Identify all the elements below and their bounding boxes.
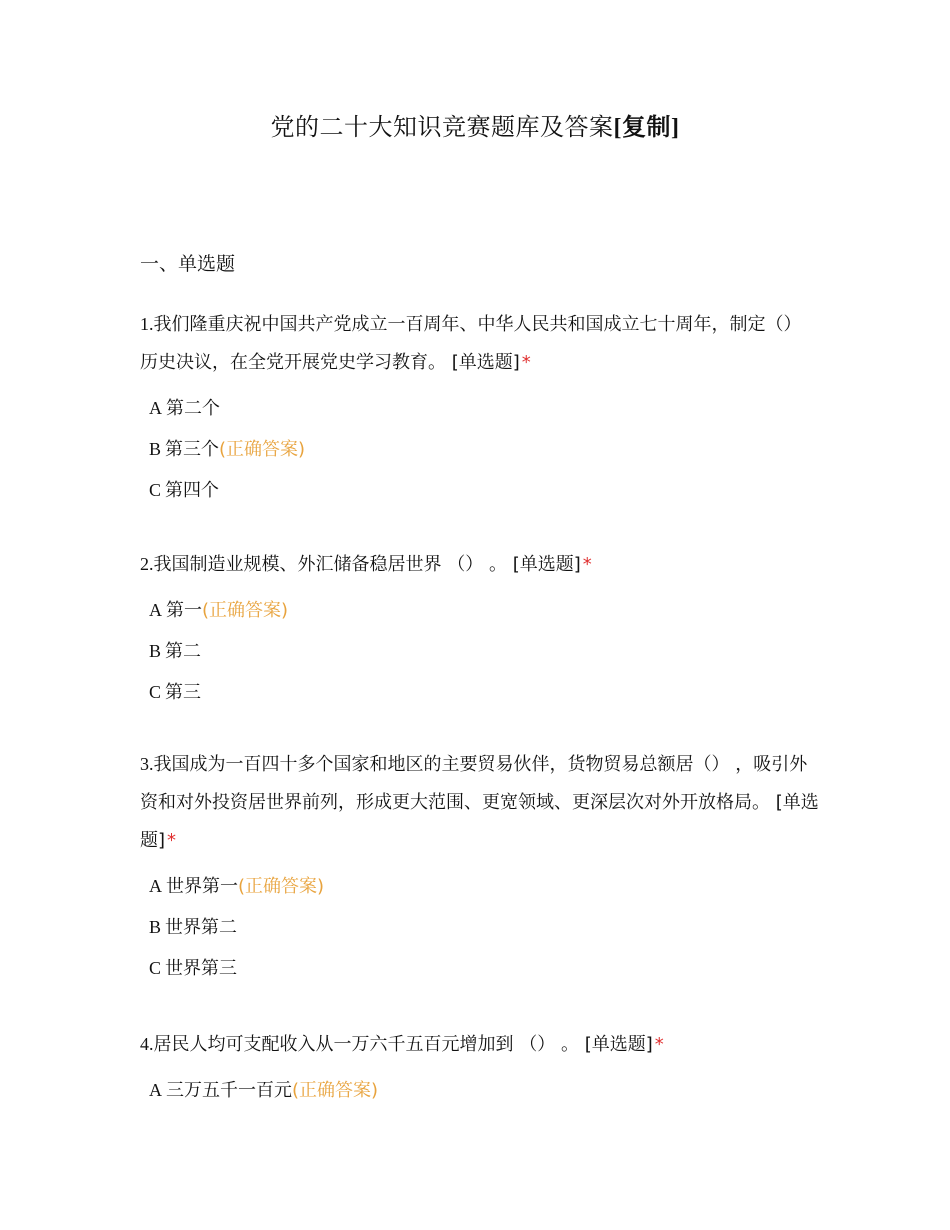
question-number: 2. — [140, 554, 154, 574]
option-letter: A — [149, 398, 162, 418]
option-text: 第三个 — [165, 439, 220, 460]
option-letter: C — [149, 958, 162, 978]
option-letter: B — [149, 641, 162, 661]
question-stem — [140, 305, 820, 382]
question-type-tag: [单选题] — [584, 1034, 653, 1055]
option-letter: A — [149, 600, 162, 620]
option-b[interactable] — [140, 429, 820, 470]
page-title — [0, 110, 950, 145]
required-mark: * — [654, 1034, 664, 1055]
required-mark: * — [582, 554, 592, 575]
question-type-tag: [单选题] — [512, 554, 581, 575]
question-2 — [140, 545, 820, 713]
question-number: 3. — [140, 754, 154, 774]
correct-answer-mark: (正确答案) — [202, 600, 289, 621]
option-list — [140, 388, 820, 511]
question-3 — [140, 745, 820, 989]
question-stem — [140, 1025, 820, 1064]
option-letter: A — [149, 1080, 162, 1100]
question-text: 居民人均可支配收入从一万六千五百元增加到 （） 。 — [153, 1034, 579, 1055]
question-type-tag: [单选题] — [140, 792, 819, 851]
option-b[interactable] — [140, 631, 820, 672]
option-letter: B — [149, 439, 162, 459]
option-list — [140, 1070, 820, 1111]
question-number: 1. — [140, 314, 154, 334]
option-b[interactable] — [140, 907, 820, 948]
option-a[interactable] — [140, 1070, 820, 1111]
question-stem — [140, 745, 820, 860]
correct-answer-mark: (正确答案) — [292, 1080, 379, 1101]
option-text: 世界第二 — [165, 917, 238, 938]
option-list — [140, 866, 820, 989]
page-title-suffix: [复制] — [613, 115, 680, 141]
question-number: 4. — [140, 1034, 154, 1054]
page-title-text: 党的二十大知识竞赛题库及答案 — [270, 113, 614, 141]
correct-answer-mark: (正确答案) — [238, 876, 325, 897]
question-text: 我国成为一百四十多个国家和地区的主要贸易伙伴，货物贸易总额居（） ，吸引外资和对外投资居世界前列，形成更大范围、更宽领域、更深层次对外开放格局。 — [140, 754, 808, 813]
option-c[interactable] — [140, 948, 820, 989]
option-a[interactable] — [140, 590, 820, 631]
option-c[interactable] — [140, 672, 820, 713]
option-text: 三万五千一百元 — [166, 1080, 292, 1101]
correct-answer-mark: (正确答案) — [219, 439, 306, 460]
question-stem — [140, 545, 820, 584]
option-text: 第一 — [166, 600, 202, 621]
option-c[interactable] — [140, 470, 820, 511]
option-list — [140, 590, 820, 713]
question-1 — [140, 305, 820, 511]
option-letter: C — [149, 480, 162, 500]
option-text: 世界第一 — [166, 876, 238, 897]
option-a[interactable] — [140, 388, 820, 429]
section-heading: 一、单选题 — [140, 253, 236, 275]
question-text: 我们隆重庆祝中国共产党成立一百周年、中华人民共和国成立七十周年，制定（） 历史决议，在全党开展党史学习教育。 — [140, 314, 802, 373]
required-mark: * — [521, 352, 531, 373]
option-text: 世界第三 — [165, 958, 238, 979]
question-4 — [140, 1025, 820, 1111]
option-letter: C — [149, 682, 162, 702]
option-text: 第四个 — [165, 480, 220, 501]
required-mark: * — [167, 830, 177, 851]
option-letter: A — [149, 876, 162, 896]
option-text: 第二个 — [166, 398, 220, 419]
option-a[interactable] — [140, 866, 820, 907]
option-text: 第二 — [165, 641, 202, 662]
question-type-tag: [单选题] — [451, 352, 520, 373]
question-text: 我国制造业规模、外汇储备稳居世界 （） 。 — [153, 554, 507, 575]
option-text: 第三 — [165, 682, 202, 703]
option-letter: B — [149, 917, 162, 937]
